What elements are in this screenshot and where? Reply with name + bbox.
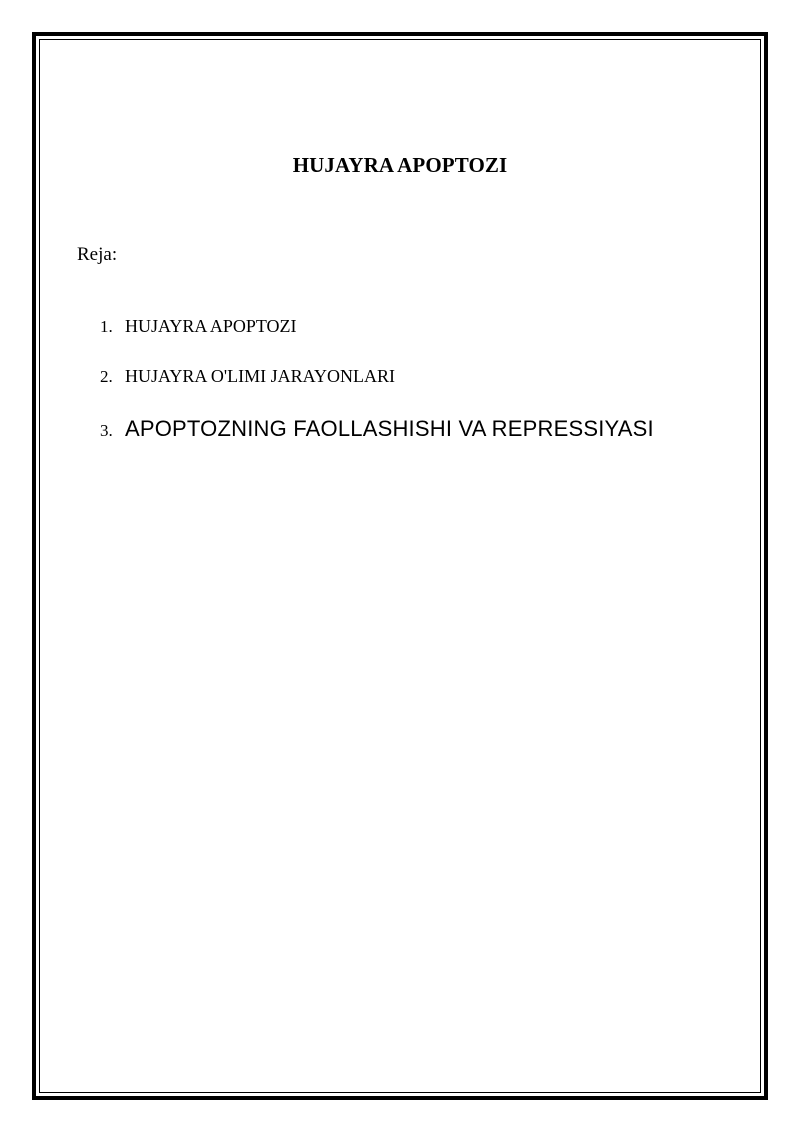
plan-item bbox=[100, 316, 654, 366]
page-border-inner bbox=[39, 39, 761, 1093]
plan-item-number: 2. bbox=[100, 367, 113, 386]
plan-item bbox=[100, 416, 654, 442]
plan-list bbox=[100, 316, 654, 442]
document-title: HUJAYRA APOPTOZI bbox=[292, 153, 508, 177]
plan-item bbox=[100, 366, 654, 416]
plan-label: Reja: bbox=[77, 244, 118, 265]
plan-item-text: HUJAYRA APOPTOZI bbox=[125, 316, 297, 336]
plan-item-number: 1. bbox=[100, 317, 113, 336]
plan-item-number: 3. bbox=[100, 421, 113, 440]
plan-item-text: APOPTOZNING FAOLLASHISHI VA REPRESSIYASI bbox=[125, 416, 654, 441]
plan-item-text: HUJAYRA O'LIMI JARAYONLARI bbox=[125, 366, 395, 386]
